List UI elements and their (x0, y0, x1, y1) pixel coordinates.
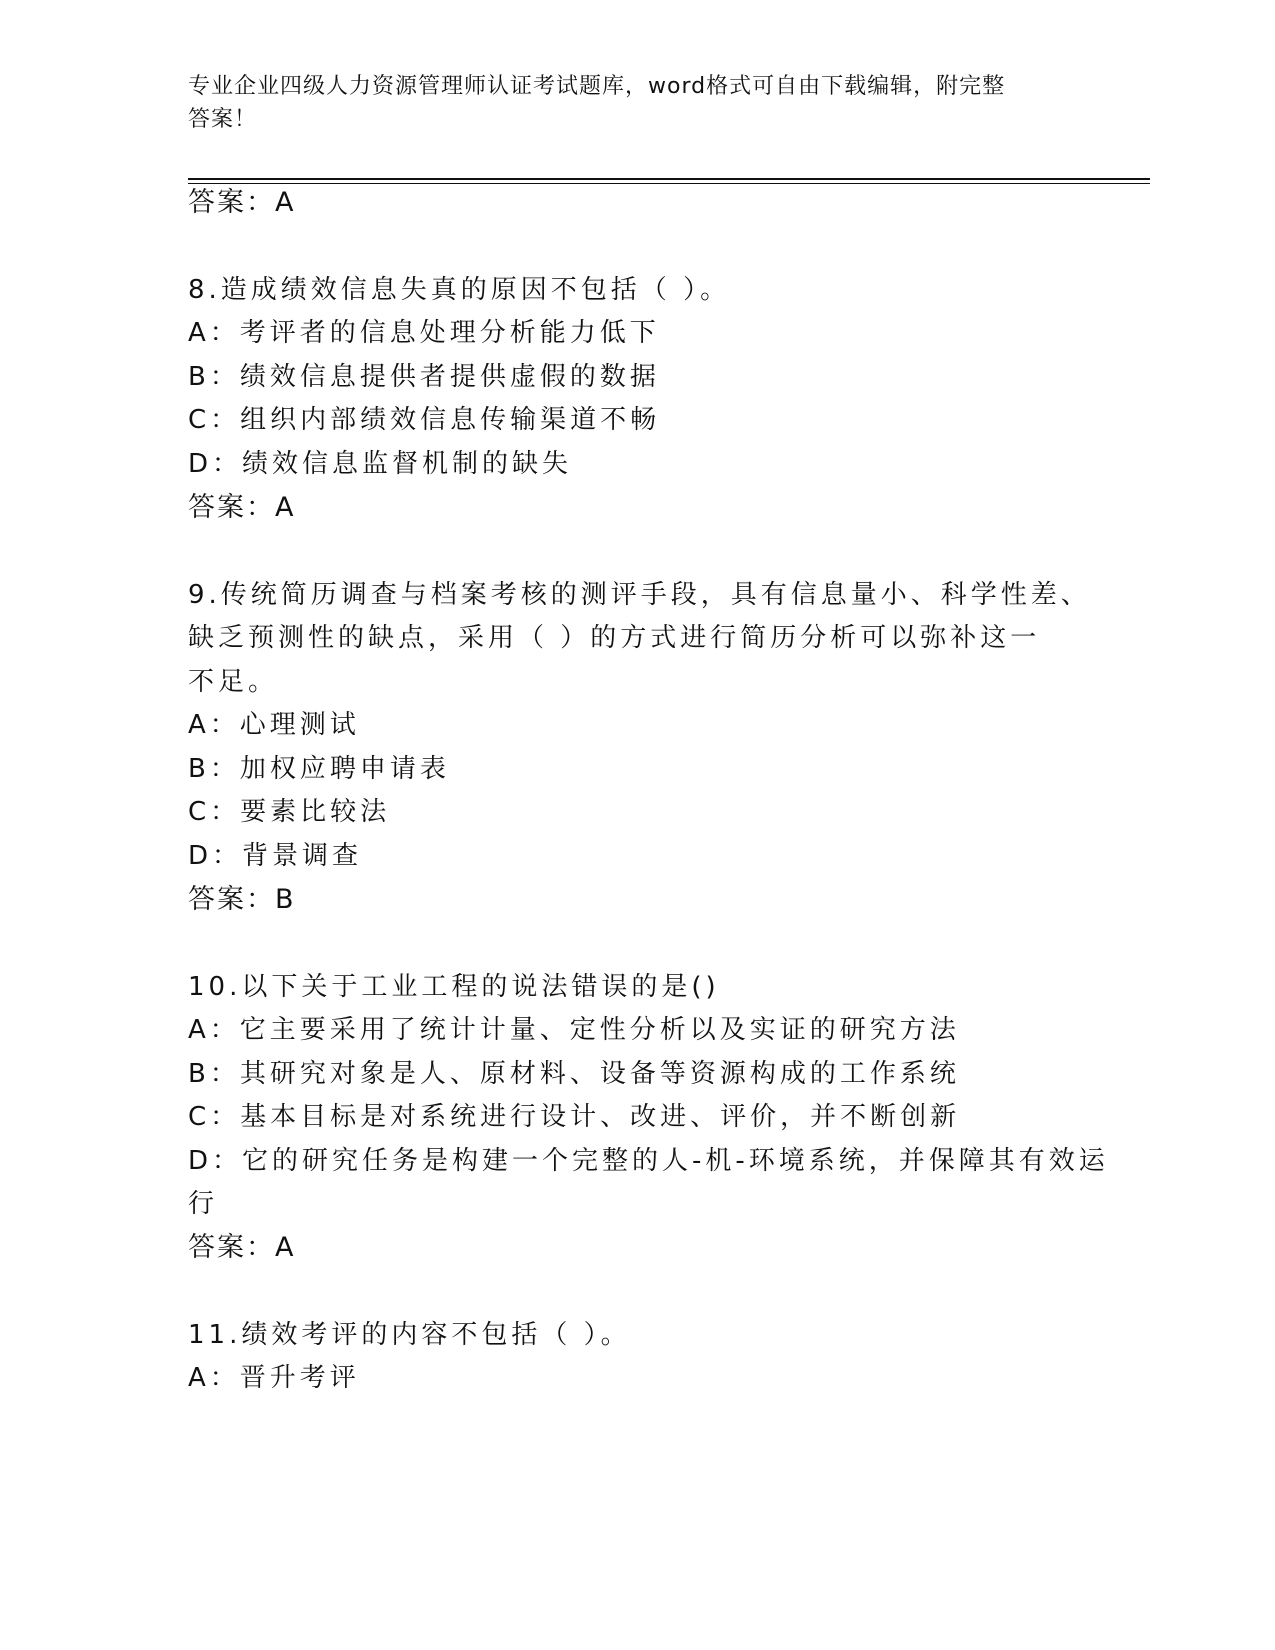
q8-option-b: B：绩效信息提供者提供虚假的数据 (188, 362, 660, 392)
q10-option-b: B：其研究对象是人、原材料、设备等资源构成的工作系统 (188, 1059, 960, 1089)
q9-option-c: C：要素比较法 (188, 797, 391, 827)
question-9-line-3: 不足。 (188, 667, 279, 697)
header-line-1: 专业企业四级人力资源管理师认证考试题库，word格式可自由下载编辑，附完整 (188, 74, 1006, 99)
question-10: 10.以下关于工业工程的说法错误的是() (188, 972, 720, 1002)
q8-option-d: D：绩效信息监督机制的缺失 (188, 449, 573, 479)
q10-option-c: C：基本目标是对系统进行设计、改进、评价，并不断创新 (188, 1102, 961, 1132)
question-9-line-2: 缺乏预测性的缺点，采用（ ）的方式进行简历分析可以弥补这一 (188, 623, 1041, 653)
question-9-line-1: 9.传统简历调查与档案考核的测评手段，具有信息量小、科学性差、 (188, 580, 1091, 610)
q8-option-a: A：考评者的信息处理分析能力低下 (188, 318, 660, 348)
q9-option-d: D：背景调查 (188, 841, 363, 871)
q9-option-b: B：加权应聘申请表 (188, 754, 450, 784)
header-line-2: 答案！ (188, 107, 258, 132)
question-11: 11.绩效考评的内容不包括（ ）。 (188, 1320, 631, 1350)
answer-7: 答案：A (188, 187, 296, 218)
q10-option-a: A：它主要采用了统计计量、定性分析以及实证的研究方法 (188, 1015, 960, 1045)
q8-answer: 答案：A (188, 492, 296, 523)
q9-option-a: A：心理测试 (188, 710, 360, 740)
question-8: 8.造成绩效信息失真的原因不包括（ ）。 (188, 275, 731, 305)
q8-option-c: C：组织内部绩效信息传输渠道不畅 (188, 405, 661, 435)
q10-answer: 答案：A (188, 1232, 296, 1263)
q11-option-a: A：晋升考评 (188, 1363, 360, 1393)
q9-answer: 答案：B (188, 884, 296, 915)
document-header (188, 70, 1068, 136)
q10-option-d-line-2: 行 (188, 1189, 219, 1219)
header-divider-thin (188, 183, 1150, 184)
header-divider-thick (188, 178, 1150, 180)
q10-option-d-line-1: D：它的研究任务是构建一个完整的人-机-环境系统，并保障其有效运 (188, 1146, 1109, 1176)
